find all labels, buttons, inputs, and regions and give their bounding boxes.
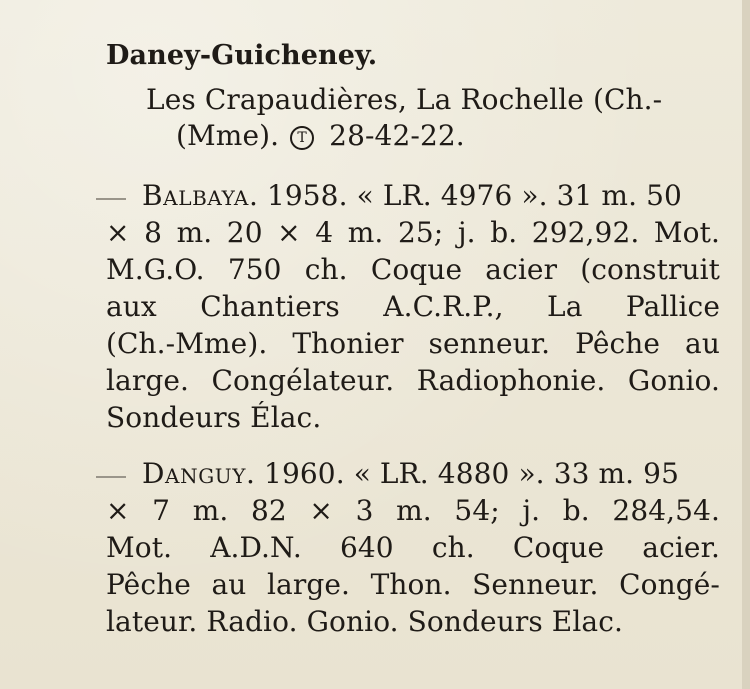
vessel-name: Balbaya [142,179,249,212]
vessel-name: Danguy [142,457,247,490]
vessel-danguy-line-1 [142,456,679,492]
vessel-balbaya-line-7: Sondeurs Élac. [106,401,322,434]
vessel-balbaya-line-5: (Ch.-Mme). Thonier senneur. Pêche au [106,327,720,360]
entry-dash [96,476,126,478]
vessel-balbaya-line-1 [142,178,682,214]
vessel-balbaya-line-3: M.G.O. 750 ch. Coque acier (construit [106,253,720,286]
vessel-danguy-line-2: × 7 m. 82 × 3 m. 54; j. b. 284,54. [106,494,720,527]
phone-number: 28-42-22. [329,119,465,152]
owner-address-continued [176,118,465,154]
vessel-balbaya-line-2: × 8 m. 20 × 4 m. 25; j. b. 292,92. Mot. [106,216,720,249]
vessel-danguy-line-3: Mot. A.D.N. 640 ch. Coque acier. [106,531,720,564]
vessel-danguy-line-4: Pêche au large. Thon. Senneur. Congé- [106,568,720,601]
entry-dash [96,198,126,200]
page-edge [742,0,750,689]
owner-name: Daney-Guicheney. [106,40,378,71]
owner-address: Les Crapaudières, La Rochelle (Ch.- [146,83,663,116]
address-end: (Mme). [176,119,280,152]
vessel-balbaya-line-6: large. Congélateur. Radiophonie. Gonio. [106,364,720,397]
vessel-details: . 1958. « LR. 4976 ». 31 m. 50 [248,179,682,212]
vessel-balbaya-line-4: aux Chantiers A.C.R.P., La Pallice [106,290,720,323]
telephone-icon: T [290,126,314,150]
vessel-danguy-line-5: lateur. Radio. Gonio. Sondeurs Elac. [106,605,623,638]
vessel-details: . 1960. « LR. 4880 ». 33 m. 95 [246,457,679,490]
